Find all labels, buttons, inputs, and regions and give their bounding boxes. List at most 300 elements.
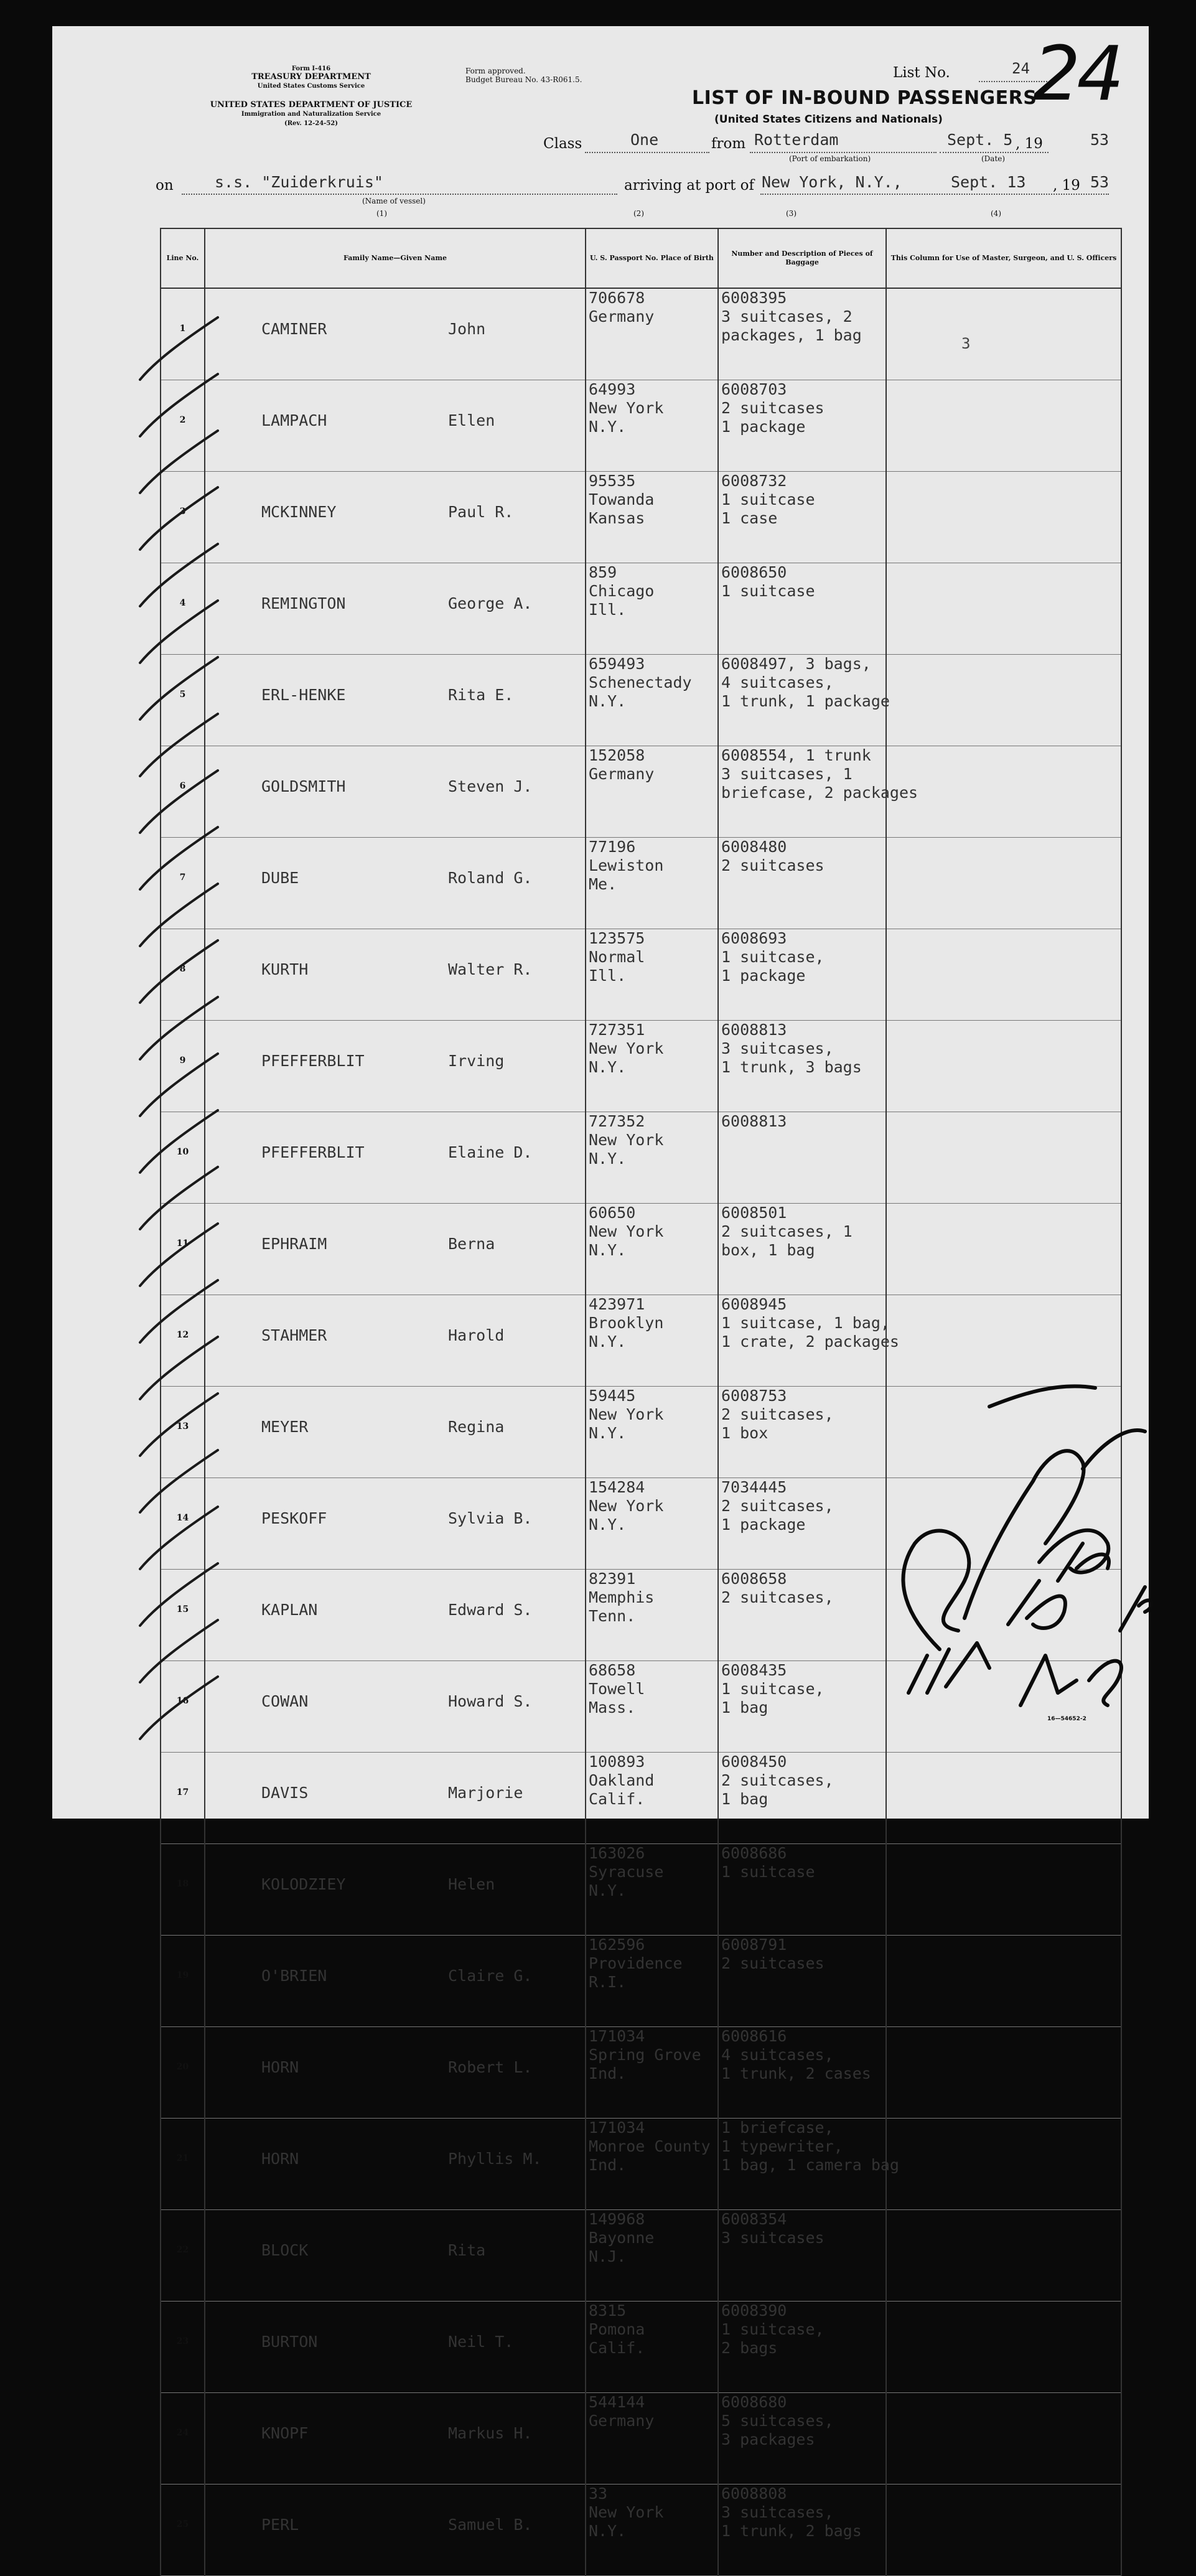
given-name: Walter R.: [448, 960, 533, 978]
check-mark: [140, 431, 218, 493]
baggage-line1: 6008395: [721, 289, 787, 307]
birthplace-line2: Kansas: [589, 509, 645, 527]
col-header-line: Line No.: [161, 228, 205, 288]
table-row: [161, 2485, 1121, 2576]
line-number: 25: [161, 2485, 205, 2576]
passport-birthplace: [586, 655, 718, 746]
passenger-name: [205, 1387, 586, 1478]
baggage-line1: 1 briefcase,: [721, 2119, 834, 2137]
baggage-description: [718, 2210, 886, 2302]
passenger-name: [205, 472, 586, 563]
passenger-name: [205, 1753, 586, 1844]
baggage-line1: 6008450: [721, 1753, 787, 1771]
passport-number: 68658: [589, 1661, 636, 1679]
port-embark-caption: (Port of embarkation): [789, 154, 871, 163]
check-mark: [140, 1337, 218, 1399]
line-number: 10: [161, 1112, 205, 1204]
officer-column: [886, 380, 1121, 472]
col-num-1: (1): [376, 209, 387, 218]
baggage-line2: 1 suitcase,: [721, 1680, 825, 1698]
baggage-description: [718, 929, 886, 1021]
col-header-name: Family Name—Given Name: [205, 228, 586, 288]
baggage-line1: 6008791: [721, 1936, 787, 1954]
birthplace-line1: New York: [589, 1222, 664, 1240]
birthplace-line2: N.Y.: [589, 2522, 627, 2540]
given-name: Rita E.: [448, 686, 514, 704]
table-row: [161, 380, 1121, 472]
passport-number: 544144: [589, 2393, 645, 2411]
baggage-line2: 1 suitcase,: [721, 948, 825, 966]
table-row: [161, 2027, 1121, 2119]
class-field: [585, 152, 709, 153]
birthplace-line1: New York: [589, 399, 664, 417]
line-number: 19: [161, 1936, 205, 2027]
birthplace-line2: N.J.: [589, 2247, 627, 2265]
family-name: EPHRAIM: [261, 1235, 327, 1253]
officer-note: 3: [961, 335, 971, 352]
passport-birthplace: [586, 472, 718, 563]
table-row: [161, 2119, 1121, 2210]
date-field: [940, 152, 1049, 153]
table-row: [161, 2302, 1121, 2393]
passport-birthplace: [586, 380, 718, 472]
baggage-line1: 6008354: [721, 2210, 787, 2228]
passport-birthplace: [586, 2210, 718, 2302]
baggage-line2: 4 suitcases,: [721, 673, 834, 691]
passport-birthplace: [586, 1387, 718, 1478]
birthplace-line2: N.Y.: [589, 1241, 627, 1259]
departure-year: 53: [1090, 131, 1110, 149]
line-number: 21: [161, 2119, 205, 2210]
baggage-line2: 2 suitcases: [721, 856, 825, 874]
passport-number: 163026: [589, 1844, 645, 1862]
officer-column: [886, 2119, 1121, 2210]
baggage-line3: 1 trunk, 2 cases: [721, 2064, 871, 2082]
form-number: Form I-416: [291, 65, 331, 72]
family-name: DUBE: [261, 869, 299, 887]
baggage-description: [718, 380, 886, 472]
departure-year-prefix: , 19: [1016, 136, 1043, 152]
col-header-passport: U. S. Passport No. Place of Birth: [586, 228, 718, 288]
check-mark: [140, 487, 218, 550]
birthplace-line1: Brooklyn: [589, 1314, 664, 1332]
family-name: KNOPF: [261, 2424, 309, 2442]
passenger-name: [205, 929, 586, 1021]
passport-number: 60650: [589, 1204, 636, 1222]
line-number: 16: [161, 1661, 205, 1753]
arrival-field: [760, 194, 1109, 195]
baggage-line2: 2 suitcases,: [721, 1588, 834, 1606]
baggage-line1: 6008693: [721, 929, 787, 947]
passport-number: 154284: [589, 1478, 645, 1496]
table-row: [161, 1844, 1121, 1936]
passenger-name: [205, 1570, 586, 1661]
col-header-baggage: Number and Description of Pieces of Baggage: [718, 228, 886, 288]
passport-number: 706678: [589, 289, 645, 307]
family-name: COWAN: [261, 1692, 309, 1710]
table-row: [161, 1112, 1121, 1204]
officer-column: [886, 2485, 1121, 2576]
line-number: 17: [161, 1753, 205, 1844]
line-number: 1: [161, 288, 205, 380]
birthplace-line1: Providence: [589, 1954, 683, 1972]
baggage-line1: 6008501: [721, 1204, 787, 1222]
form-revision: (Rev. 12-24-52): [284, 120, 338, 127]
passport-number: 33: [589, 2485, 608, 2503]
baggage-line1: 6008753: [721, 1387, 787, 1405]
line-number: 3: [161, 472, 205, 563]
baggage-line3: 2 bags: [721, 2339, 778, 2357]
passport-number: 659493: [589, 655, 645, 673]
passport-number: 82391: [589, 1570, 636, 1588]
line-number: 20: [161, 2027, 205, 2119]
given-name: Paul R.: [448, 503, 514, 521]
line-number: 14: [161, 1478, 205, 1570]
passenger-name: [205, 2027, 586, 2119]
baggage-line1: 6008658: [721, 1570, 787, 1588]
table-row: [161, 472, 1121, 563]
officer-column: [886, 2210, 1121, 2302]
passport-number: 8315: [589, 2302, 627, 2320]
baggage-line3: 1 package: [721, 967, 806, 985]
table-row: [161, 1021, 1121, 1112]
given-name: Samuel B.: [448, 2516, 533, 2534]
check-mark: [140, 1620, 218, 1682]
line-number: 15: [161, 1570, 205, 1661]
birthplace-line2: N.Y.: [589, 1424, 627, 1442]
passport-birthplace: [586, 1936, 718, 2027]
baggage-line1: 6008813: [721, 1112, 787, 1130]
passport-number: 171034: [589, 2119, 645, 2137]
family-name: ERL-HENKE: [261, 686, 346, 704]
baggage-line2: 2 suitcases: [721, 1954, 825, 1972]
family-name: HORN: [261, 2058, 299, 2076]
table-row: [161, 929, 1121, 1021]
birthplace-line1: Normal: [589, 948, 645, 966]
baggage-line3: box, 1 bag: [721, 1241, 815, 1259]
passenger-name: [205, 2393, 586, 2485]
family-name: PERL: [261, 2516, 299, 2534]
passport-birthplace: [586, 746, 718, 838]
family-name: PFEFFERBLIT: [261, 1052, 365, 1070]
officer-column: [886, 929, 1121, 1021]
vessel-caption: (Name of vessel): [362, 197, 426, 205]
baggage-line2: 3 suitcases, 1: [721, 765, 853, 783]
birthplace-line2: Calif.: [589, 2339, 645, 2357]
birthplace-line1: Oakland: [589, 1771, 655, 1789]
family-name: DAVIS: [261, 1784, 309, 1802]
passport-number: 152058: [589, 746, 645, 764]
check-mark: [140, 1110, 218, 1173]
birthplace-line1: Lewiston: [589, 856, 664, 874]
baggage-line2: 3 suitcases, 2: [721, 307, 853, 326]
family-name: KOLODZIEY: [261, 1875, 346, 1893]
given-name: Marjorie: [448, 1784, 523, 1802]
family-name: KURTH: [261, 960, 309, 978]
passenger-name: [205, 838, 586, 929]
given-name: Claire G.: [448, 1967, 533, 1985]
date-caption: (Date): [981, 154, 1006, 163]
baggage-line2: 2 suitcases,: [721, 1771, 834, 1789]
check-mark: [140, 1054, 218, 1116]
officer-column: [886, 2027, 1121, 2119]
passport-number: 727352: [589, 1112, 645, 1130]
passport-birthplace: [586, 1478, 718, 1570]
given-name: Irving: [448, 1052, 505, 1070]
table-row: [161, 288, 1121, 380]
check-marks: [131, 293, 255, 1836]
passenger-name: [205, 655, 586, 746]
line-number: 13: [161, 1387, 205, 1478]
baggage-description: [718, 838, 886, 929]
family-name: PFEFFERBLIT: [261, 1143, 365, 1161]
baggage-line2: 2 suitcases: [721, 399, 825, 417]
passenger-name: [205, 2302, 586, 2393]
passport-birthplace: [586, 929, 718, 1021]
baggage-description: [718, 655, 890, 746]
officer-column: [886, 288, 1121, 380]
from-label: from: [711, 136, 746, 152]
officer-column: [886, 1936, 1121, 2027]
birthplace-line2: Calif.: [589, 1790, 645, 1808]
baggage-line3: 1 crate, 2 packages: [721, 1332, 899, 1351]
baggage-description: [718, 563, 886, 655]
birthplace-line2: Mass.: [589, 1698, 636, 1717]
list-subtitle: (United States Citizens and Nationals): [714, 113, 943, 126]
family-name: MCKINNEY: [261, 503, 337, 521]
baggage-line3: 1 bag, 1 camera bag: [721, 2156, 899, 2174]
baggage-line1: 6008390: [721, 2302, 787, 2320]
check-mark: [140, 657, 218, 719]
officer-column: [886, 2393, 1121, 2485]
given-name: Elaine D.: [448, 1143, 533, 1161]
passenger-name: [205, 1844, 586, 1936]
check-mark: [140, 940, 218, 1003]
line-number: 2: [161, 380, 205, 472]
line-number: 4: [161, 563, 205, 655]
birthplace-line1: Pomona: [589, 2320, 645, 2338]
baggage-description: [718, 1112, 886, 1204]
baggage-line1: 6008703: [721, 380, 787, 398]
given-name: Edward S.: [448, 1601, 533, 1619]
check-mark: [140, 884, 218, 946]
baggage-line3: 1 bag: [721, 1790, 769, 1808]
baggage-description: [718, 2393, 886, 2485]
check-mark: [140, 1393, 218, 1456]
passport-birthplace: [586, 2485, 718, 2576]
passport-number: 859: [589, 563, 617, 581]
baggage-description: [718, 1204, 886, 1295]
officer-column: [886, 472, 1121, 563]
officer-column: [886, 746, 1121, 838]
baggage-description: [718, 1021, 886, 1112]
col-num-2: (2): [633, 209, 644, 218]
family-name: KAPLAN: [261, 1601, 318, 1619]
given-name: Harold: [448, 1326, 505, 1344]
baggage-line1: 6008945: [721, 1295, 787, 1313]
baggage-line3: 1 package: [721, 418, 806, 436]
officer-column: [886, 2302, 1121, 2393]
arrival-year-prefix: , 19: [1053, 177, 1080, 194]
line-number: 18: [161, 1844, 205, 1936]
budget-bureau: Budget Bureau No. 43-R061.5.: [465, 75, 582, 84]
birthplace-line2: N.Y.: [589, 418, 627, 436]
family-name: MEYER: [261, 1418, 309, 1436]
baggage-line1: 6008616: [721, 2027, 787, 2045]
baggage-line1: 6008650: [721, 563, 787, 581]
baggage-line2: 1 suitcase: [721, 582, 815, 600]
ins-service: Immigration and Naturalization Service: [241, 111, 381, 118]
family-name: HORN: [261, 2150, 299, 2168]
passenger-name: [205, 288, 586, 380]
table-row: [161, 838, 1121, 929]
vessel-name: s.s. "Zuiderkruis": [215, 173, 383, 191]
baggage-line1: 6008480: [721, 838, 787, 856]
col-num-4: (4): [991, 209, 1001, 218]
birthplace-line2: Ill.: [589, 601, 627, 619]
arriving-label: arriving at port of: [624, 177, 754, 194]
birthplace-line1: New York: [589, 2503, 664, 2521]
class-value: One: [630, 131, 659, 149]
given-name: John: [448, 320, 486, 338]
family-name: PESKOFF: [261, 1509, 327, 1527]
baggage-line3: 1 trunk, 3 bags: [721, 1058, 862, 1076]
family-name: GOLDSMITH: [261, 777, 346, 795]
baggage-line2: 1 suitcase: [721, 490, 815, 508]
passport-birthplace: [586, 1112, 718, 1204]
passport-birthplace: [586, 1295, 718, 1387]
passport-number: 123575: [589, 929, 645, 947]
baggage-line2: 3 suitcases: [721, 2229, 825, 2247]
officer-column: [886, 1112, 1121, 1204]
baggage-line2: 2 suitcases, 1: [721, 1222, 853, 1240]
departure-date: Sept. 5: [947, 131, 1013, 149]
table-row: [161, 655, 1121, 746]
list-no-label: List No.: [893, 65, 950, 81]
arrival-date: Sept. 13: [951, 173, 1026, 191]
given-name: Regina: [448, 1418, 505, 1436]
passport-number: 77196: [589, 838, 636, 856]
baggage-line1: 6008813: [721, 1021, 787, 1039]
baggage-line1: 6008732: [721, 472, 787, 490]
passenger-name: [205, 2210, 586, 2302]
baggage-line2: 1 suitcase, 1 bag,: [721, 1314, 890, 1332]
birthplace-line1: Germany: [589, 307, 655, 326]
birthplace-line1: Spring Grove: [589, 2046, 701, 2064]
birthplace-line1: Towanda: [589, 490, 655, 508]
justice-dept: UNITED STATES DEPARTMENT OF JUSTICE: [210, 100, 413, 110]
birthplace-line2: Tenn.: [589, 1607, 636, 1625]
birthplace-line1: Chicago: [589, 582, 655, 600]
table-row: [161, 746, 1121, 838]
check-mark: [140, 601, 218, 663]
vessel-field: [182, 194, 617, 195]
baggage-line2: 2 suitcases,: [721, 1405, 834, 1423]
check-mark: [140, 1224, 218, 1286]
baggage-line1: 6008497, 3 bags,: [721, 655, 871, 673]
birthplace-line2: N.Y.: [589, 692, 627, 710]
table-row: [161, 2393, 1121, 2485]
passport-number: 727351: [589, 1021, 645, 1039]
officer-column: [886, 1844, 1121, 1936]
passenger-name: [205, 563, 586, 655]
baggage-description: [718, 746, 918, 838]
treasury-dept: TREASURY DEPARTMENT: [251, 72, 371, 82]
passenger-name: [205, 2119, 586, 2210]
passenger-name: [205, 1112, 586, 1204]
passenger-name: [205, 1661, 586, 1753]
family-name: O'BRIEN: [261, 1967, 327, 1985]
baggage-line2: 1 suitcase: [721, 1863, 815, 1881]
birthplace-line2: R.I.: [589, 1973, 627, 1991]
customs-service: United States Customs Service: [257, 83, 365, 90]
passenger-name: [205, 1021, 586, 1112]
check-mark: [140, 1280, 218, 1342]
passport-birthplace: [586, 2393, 718, 2485]
check-mark: [140, 1677, 218, 1739]
check-mark: [140, 544, 218, 606]
col-num-3: (3): [786, 209, 797, 218]
baggage-description: [718, 1936, 886, 2027]
form-print-code: 16—54652-2: [1047, 1716, 1086, 1722]
col-header-officers: This Column for Use of Master, Surgeon, and U. S. Officers: [886, 228, 1121, 288]
given-name: Robert L.: [448, 2058, 533, 2076]
baggage-description: [718, 288, 886, 380]
given-name: Berna: [448, 1235, 495, 1253]
given-name: Steven J.: [448, 777, 533, 795]
baggage-line1: 6008686: [721, 1844, 787, 1862]
baggage-line2: 1 suitcase,: [721, 2320, 825, 2338]
birthplace-line2: Ind.: [589, 2156, 627, 2174]
line-number: 5: [161, 655, 205, 746]
from-field: [750, 152, 937, 153]
passenger-name: [205, 746, 586, 838]
given-name: Helen: [448, 1875, 495, 1893]
baggage-line3: 1 trunk, 2 bags: [721, 2522, 862, 2540]
given-name: Ellen: [448, 411, 495, 429]
passport-number: 162596: [589, 1936, 645, 1954]
given-name: Neil T.: [448, 2333, 514, 2351]
baggage-description: [718, 1844, 886, 1936]
passport-birthplace: [586, 838, 718, 929]
given-name: Sylvia B.: [448, 1509, 533, 1527]
line-number: 24: [161, 2393, 205, 2485]
given-name: Howard S.: [448, 1692, 533, 1710]
birthplace-line2: N.Y.: [589, 1515, 627, 1534]
passport-birthplace: [586, 288, 718, 380]
passport-number: 64993: [589, 380, 636, 398]
given-name: Rita: [448, 2241, 486, 2259]
birthplace-line2: Ill.: [589, 967, 627, 985]
passport-birthplace: [586, 2119, 718, 2210]
passport-number: 149968: [589, 2210, 645, 2228]
baggage-line2: 3 suitcases,: [721, 1039, 834, 1057]
baggage-line3: 1 package: [721, 1515, 806, 1534]
passport-number: 171034: [589, 2027, 645, 2045]
check-mark: [140, 374, 218, 436]
list-no-typed: 24: [1012, 60, 1030, 77]
table-row: [161, 563, 1121, 655]
baggage-line2: 1 typewriter,: [721, 2137, 843, 2155]
passport-number: 423971: [589, 1295, 645, 1313]
check-mark: [140, 714, 218, 776]
line-number: 23: [161, 2302, 205, 2393]
baggage-line3: 1 box: [721, 1424, 769, 1442]
given-name: Phyllis M.: [448, 2150, 542, 2168]
baggage-line2: 4 suitcases,: [721, 2046, 834, 2064]
baggage-description: [718, 2027, 886, 2119]
given-name: George A.: [448, 594, 533, 612]
